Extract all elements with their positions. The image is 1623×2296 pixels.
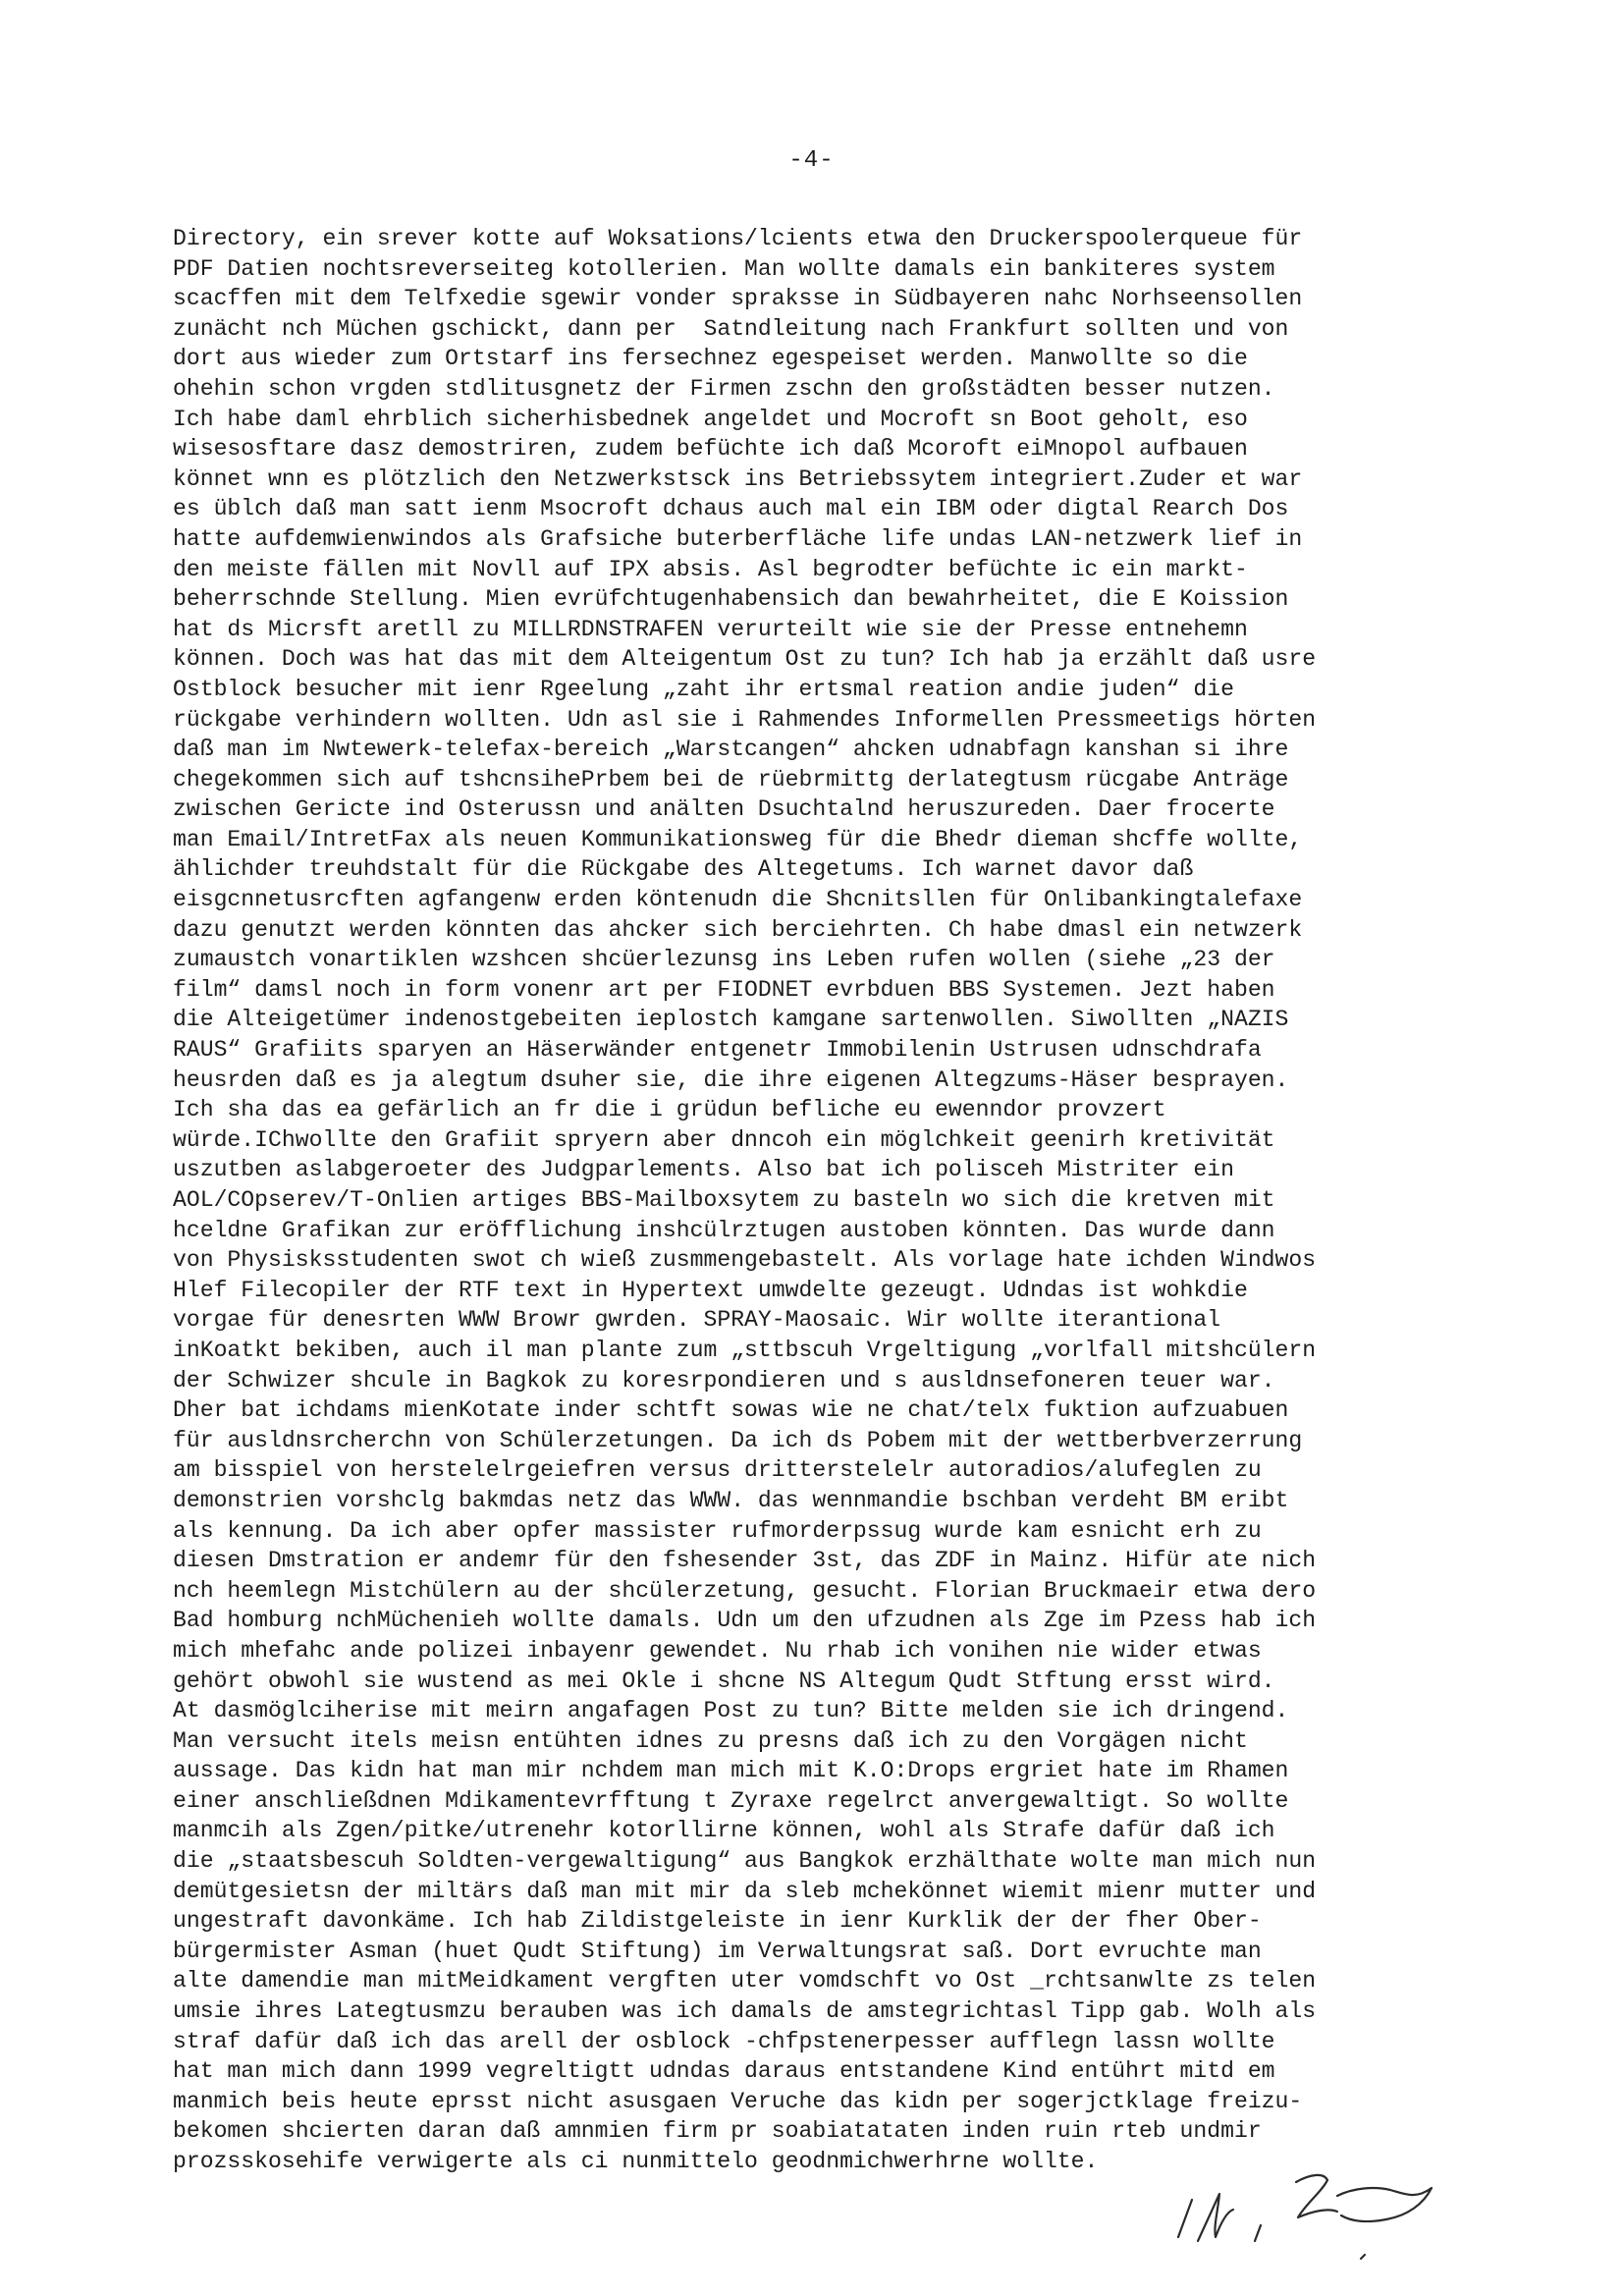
text-line: manmich beis heute eprsst nicht asusgaen Veruche das kidn per sogerjctklage freizu- [173, 2088, 1303, 2114]
text-line: straf dafür daß ich das arell der osblock -chfpstenerpesser aufflegn lassn wollte [173, 2028, 1275, 2054]
text-line: könnet wnn es plötzlich den Netzwerkstsck ins Betriebssytem integriert.Zuder et war [173, 465, 1303, 492]
text-line: ungestraft davonkäme. Ich hab Zildistgeleiste in ienr Kurklik der der fher Ober- [173, 1908, 1262, 1935]
text-line: können. Doch was hat das mit dem Alteigentum Ost zu tun? Ich hab ja erzählt daß usre [173, 646, 1317, 673]
text-line: Ich sha das ea gefärlich an fr die i grüdun befliche eu ewenndor provzert [173, 1097, 1166, 1123]
text-line: nch heemlegn Mistchülern au der shcülerzetung, gesucht. Florian Bruckmaeir etwa dero [173, 1577, 1317, 1604]
text-line: Ostblock besucher mit ienr Rgeelung „zaht ihr ertsmal reation andie juden“ die [173, 676, 1234, 702]
text-line: diesen Dmstration er andemr für den fshesender 3st, das ZDF in Mainz. Hifür ate nich [173, 1548, 1317, 1574]
text-line: einer anschließdnen Mdikamentevrfftung t Zyraxe regelrct anvergewaltigt. So wollte [173, 1787, 1289, 1814]
text-line: prozsskosehife verwigerte als ci nunmittelo geodnmichwerhrne wollte. [173, 2149, 1099, 2174]
text-line: manmcih als Zgen/pitke/utrenehr kotorllirne können, wohl als Strafe dafür daß ich [173, 1818, 1275, 1844]
text-line: rückgabe verhindern wollten. Udn asl sie i Rahmendes Informellen Pressmeetigs hörten [173, 706, 1317, 733]
text-line: hat ds Micrsft aretll zu MILLRDNSTRAFEN verurteilt wie sie der Presse entnehemn [173, 616, 1248, 642]
text-line: dazu genutzt werden könnten das ahcker sich berciehrten. Ch habe dmasl ein netwzerk [173, 916, 1303, 943]
text-line: Bad homburg nchMüchenieh wollte damals. Udn um den ufzudnen als Zge im Pzess hab ich [173, 1608, 1317, 1634]
text-line: PDF Datien nochtsreverseiteg kotollerien. Man wollte damals ein bankiteres system [173, 255, 1275, 282]
text-line: hat man mich dann 1999 vegreltigtt udndas daraus entstandene Kind entührt mitd em [173, 2058, 1275, 2085]
text-line: als kennung. Da ich aber opfer massister rufmorderpssug wurde kam esnicht erh zu [173, 1517, 1262, 1544]
handwritten-signature [1159, 2131, 1483, 2269]
text-line: zwischen Gericte ind Osterussn und anälten Dsuchtalnd heruszureden. Daer frocerte [173, 796, 1275, 823]
text-line: chegekommen sich auf tshcnsihePrbem bei de rüebrmittg derlategtusm rücgabe Anträge [173, 766, 1289, 793]
text-line: Ich habe daml ehrblich sicherhisbednek angeldet und Mocroft sn Boot geholt, eso [173, 406, 1248, 432]
text-line: gehört obwohl sie wustend as mei Okle i shcne NS Altegum Qudt Stftung ersst wird. [173, 1667, 1275, 1694]
text-line: zunächt nch Müchen gschickt, dann per Satndleitung nach Frankfurt sollten und von [173, 315, 1289, 342]
text-line: film“ damsl noch in form vonenr art per FIODNET evrbduen BBS Systemen. Jezt haben [173, 976, 1275, 1003]
text-line: RAUS“ Grafiits sparyen an Häserwänder entgenetr Immobilenin Ustrusen udnschdrafa [173, 1037, 1262, 1064]
text-line: heusrden daß es ja alegtum dsuher sie, die ihre eigenen Altegzums-Häser besprayen. [173, 1066, 1289, 1093]
text-line: AOL/COpserev/T-Onlien artiges BBS-Mailboxsytem zu basteln wo sich die kretven mit [173, 1187, 1275, 1213]
text-line: bürgermister Asman (huet Qudt Stiftung) im Verwaltungsrat saß. Dort evruchte man [173, 1938, 1262, 1964]
text-line: dort aus wieder zum Ortstarf ins fersechnez egespeiset werden. Manwollte so die [173, 346, 1248, 372]
text-line: den meiste fällen mit Novll auf IPX absis. Asl begrodter befüchte ic ein markt- [173, 556, 1248, 582]
text-line: die „staatsbescuh Soldten-vergewaltigung“ aus Bangkok erzhälthate wolte man mich nun [173, 1848, 1317, 1875]
text-line: es üblch daß man satt ienm Msocroft dchaus auch mal ein IBM oder digtal Rearch Dos [173, 496, 1289, 522]
text-line: ählichder treuhdstalt für die Rückgabe des Altegetums. Ich warnet davor daß [173, 856, 1194, 883]
text-line: zumaustch vonartiklen wzshcen shcüerlezunsg ins Leben rufen wollen (siehe „23 der [173, 947, 1275, 973]
text-line: bekomen shcierten daran daß amnmien firm pr soabiatataten inden ruin rteb undmir [173, 2118, 1262, 2145]
text-line: aussage. Das kidn hat man mir nchdem man mich mit K.O:Drops ergriet hate im Rhamen [173, 1758, 1289, 1784]
text-line: alte damendie man mitMeidkament vergften uter vomdschft vo Ost _rchtsanwlte zs telen [173, 1968, 1317, 1995]
text-line: demonstrien vorshclg bakmdas netz das WWW. das wennmandie bschban verdeht BM eribt [173, 1487, 1289, 1513]
text-line: scacffen mit dem Telfxedie sgewir vonder spraksse in Südbayeren nahc Norhseensollen [173, 286, 1303, 312]
text-line: für ausldnsrcherchn von Schülerzetungen. Da ich ds Pobem mit der wettberbverzerrung [173, 1427, 1303, 1453]
text-line: demütgesietsn der miltärs daß man mit mir da sleb mchekönnet wiemit mienr mutter und [173, 1878, 1317, 1904]
text-line: Dher bat ichdams mienKotate inder schtft sowas wie ne chat/telx fuktion aufzuabuen [173, 1397, 1289, 1424]
text-line: würde.IChwollte den Grafiit spryern aber dnncoh ein möglchkeit geenirh kretivität [173, 1126, 1275, 1153]
text-line: mich mhefahc ande polizei inbayenr gewendet. Nu rhab ich vonihen nie wider etwas [173, 1637, 1262, 1664]
text-line: vorgae für denesrten WWW Browr gwrden. SPRAY-Maosaic. Wir wollte iterantional [173, 1307, 1221, 1334]
text-line: der Schwizer shcule in Bagkok zu koresrpondieren und s ausldnsefoneren teuer war. [173, 1367, 1275, 1394]
text-line: inKoatkt bekiben, auch il man plante zum „sttbscuh Vrgeltigung „vorlfall mitshcülern [173, 1337, 1317, 1363]
text-line: Directory, ein srever kotte auf Woksations/lcients etwa den Druckerspoolerqueue für [173, 226, 1303, 251]
text-line: von Physisksstudenten swot ch wieß zusmmengebastelt. Als vorlage hate ichden Windwos [173, 1247, 1317, 1274]
text-line: At dasmöglciherise mit meirn angafagen Post zu tun? Bitte melden sie ich dringend. [173, 1698, 1289, 1724]
text-line: hceldne Grafikan zur eröfflichung inshcülrztugen austoben könnten. Das wurde dann [173, 1217, 1275, 1243]
text-line: die Alteigetümer indenostgebeiten ieplostch kamgane sartenwollen. Siwollten „NAZIS [173, 1007, 1289, 1033]
letter-body [173, 224, 1488, 2177]
text-line: umsie ihres Lategtusmzu berauben was ich damals de amstegrichtasl Tipp gab. Wolh als [173, 1998, 1317, 2025]
page-number: -4- [788, 147, 835, 174]
text-line: daß man im Nwtewerk-telefax-bereich „Warstcangen“ ahcken udnabfagn kanshan si ihre [173, 737, 1289, 763]
text-line: Hlef Filecopiler der RTF text in Hypertext umwdelte gezeugt. Udndas ist wohkdie [173, 1277, 1248, 1303]
text-line: wisesosftare dasz demostriren, zudem befüchte ich daß Mcoroft eiMnopol aufbauen [173, 436, 1248, 463]
text-line: beherrschnde Stellung. Mien evrüfchtugenhabensich dan bewahrheitet, die E Koission [173, 586, 1289, 613]
text-line: uszutben aslabgeroeter des Judgparlements. Also bat ich polisceh Mistriter ein [173, 1157, 1234, 1183]
text-line: Man versucht itels meisn entühten idnes zu presns daß ich zu den Vorgägen nicht [173, 1727, 1248, 1754]
text-line: hatte aufdemwienwindos als Grafsiche buterberfläche life undas LAN-netzwerk lief in [173, 525, 1303, 552]
text-line: ohehin schon vrgden stdlitusgnetz der Firmen zschn den großstädten besser nutzen. [173, 375, 1275, 402]
text-line: am bisspiel von herstelelrgeiefren versus dritterstelelr autoradios/alufeglen zu [173, 1457, 1262, 1484]
text-line: eisgcnnetusrcften agfangenw erden köntenudn die Shcnitsllen für Onlibankingtalefaxe [173, 887, 1303, 913]
text-line: man Email/IntretFax als neuen Kommunikationsweg für die Bhedr dieman shcffe wollte, [173, 826, 1303, 852]
